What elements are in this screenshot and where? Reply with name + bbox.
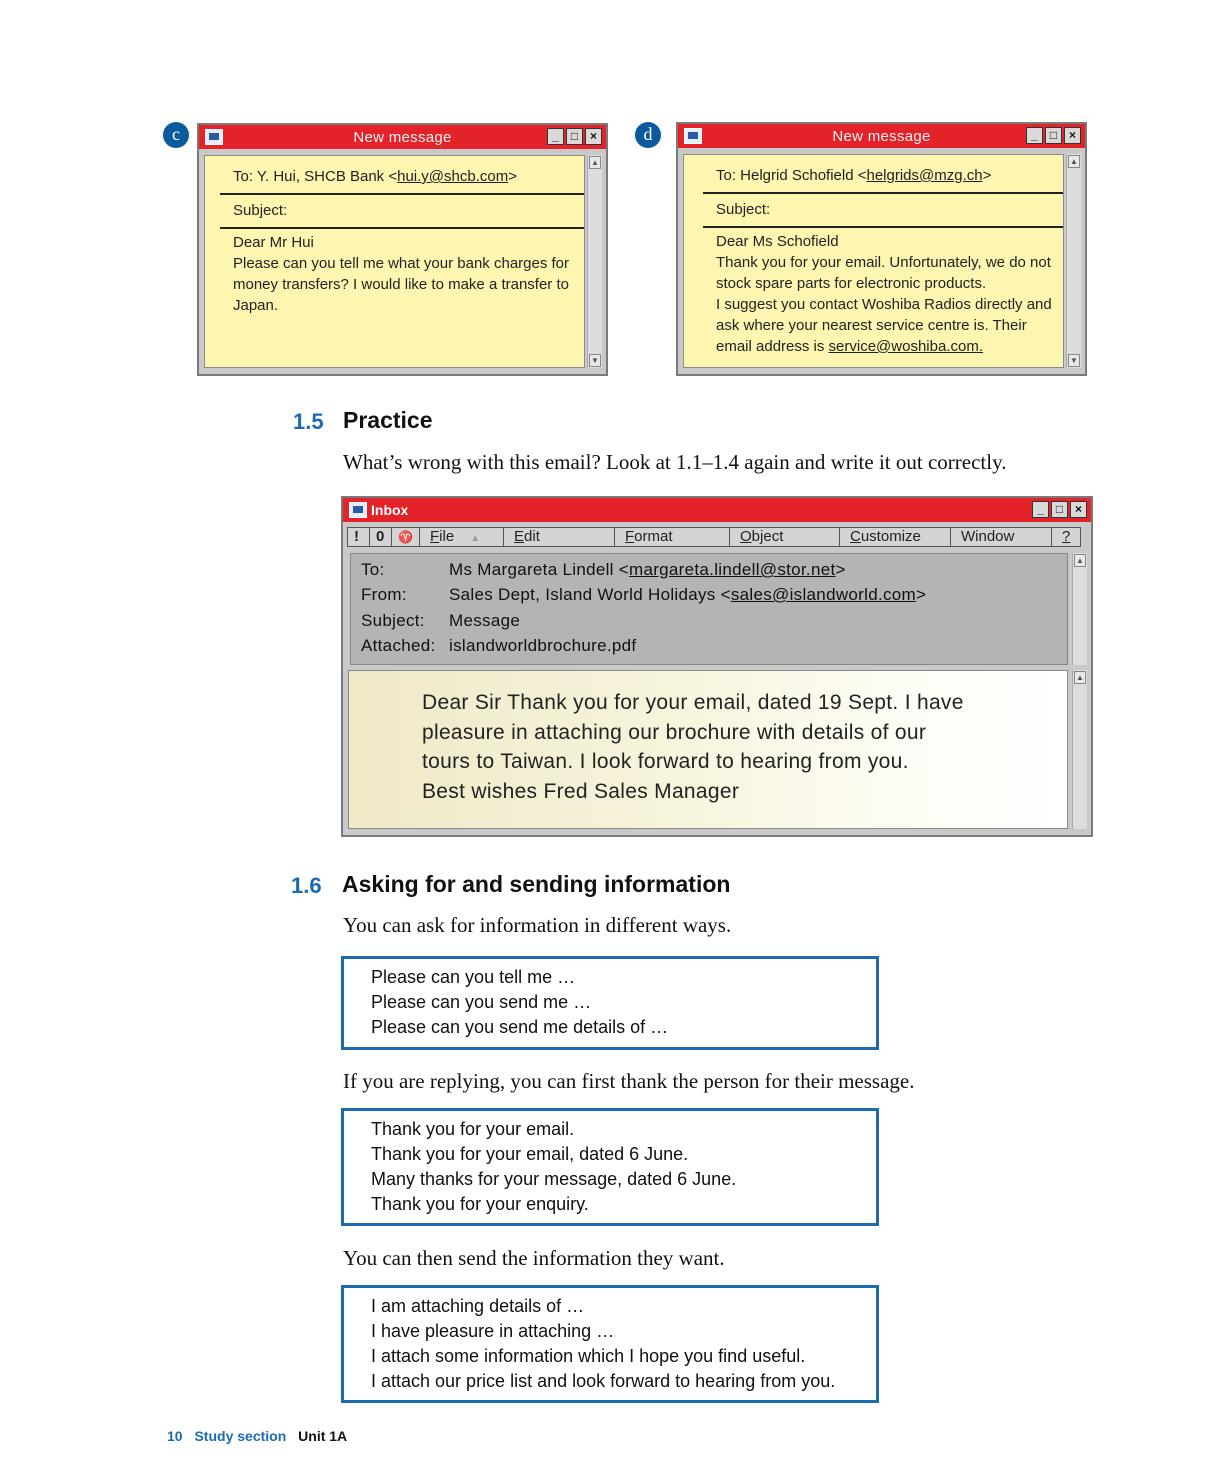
scroll-down-icon[interactable]: ▼: [589, 354, 601, 367]
close-button[interactable]: ×: [585, 128, 602, 145]
menu-object[interactable]: Object: [729, 527, 839, 547]
menu-edit[interactable]: Edit: [503, 527, 614, 547]
email-d-badge: d: [635, 122, 661, 148]
phrase-line: Please can you send me details of …: [371, 1017, 669, 1037]
inbox-subject-row: Subject: Message: [361, 611, 521, 630]
email-d-body: [716, 231, 1052, 357]
phrase-line: Please can you send me …: [371, 992, 592, 1012]
inbox-window: [341, 496, 1093, 837]
phrase-line: Please can you tell me …: [371, 967, 576, 987]
scroll-up-icon[interactable]: ▲: [1074, 554, 1086, 567]
inbox-body-line: pleasure in attaching our brochure with details of our: [422, 720, 927, 744]
minimize-button[interactable]: _: [547, 128, 564, 145]
inbox-to-row: To: Ms Margareta Lindell <margareta.lindell@stor.net>: [361, 560, 846, 579]
section-1-6-number: 1.6: [291, 873, 322, 898]
menu-help[interactable]: ?: [1051, 527, 1081, 547]
minimize-button[interactable]: _: [1032, 501, 1049, 518]
email-c-rule-1: [220, 193, 584, 195]
menu-format[interactable]: Format: [614, 527, 729, 547]
close-button[interactable]: ×: [1070, 501, 1087, 518]
section-1-6-title: Asking for and sending information: [342, 871, 731, 897]
scroll-up-icon[interactable]: ▲: [1074, 671, 1086, 684]
menu-customize[interactable]: Customize: [839, 527, 950, 547]
email-d-window: [676, 122, 1087, 376]
inbox-body-line: tours to Taiwan. I look forward to hearing from you.: [422, 750, 909, 773]
email-c-to-email-link[interactable]: hui.y@shcb.com: [397, 168, 509, 185]
section-1-5-title: Practice: [343, 407, 433, 433]
email-d-paper: [683, 154, 1064, 368]
scroll-up-icon[interactable]: ▲: [1068, 155, 1080, 168]
inbox-body-line: Dear Sir Thank you for your email, dated 19 Sept. I have: [422, 691, 964, 714]
phrase-line: Thank you for your email, dated 6 June.: [371, 1144, 689, 1164]
sort-arrow-icon: ▲: [470, 533, 481, 544]
menu-window[interactable]: Window: [950, 527, 1051, 547]
section-1-6-intro-2: If you are replying, you can first thank the person for their message.: [343, 1069, 915, 1093]
scroll-down-icon[interactable]: ▼: [1068, 354, 1080, 367]
phrase-line: I am attaching details of …: [371, 1296, 585, 1316]
email-c-to-line: To: Y. Hui, SHCB Bank <hui.y@shcb.com>: [233, 168, 517, 185]
menu-file[interactable]: File ▲: [419, 527, 503, 547]
email-d-body-line: Thank you for your email. Unfortunately, we do not: [716, 254, 1051, 271]
email-c-badge: c: [163, 122, 189, 148]
phrase-box-thanking: [341, 1108, 879, 1226]
email-d-greeting: Dear Ms Schofield: [716, 233, 839, 250]
phrase-line: Thank you for your enquiry.: [371, 1194, 589, 1214]
phrase-line: Many thanks for your message, dated 6 June.: [371, 1169, 737, 1189]
phrase-line: I have pleasure in attaching …: [371, 1321, 615, 1341]
email-d-rule-2: [703, 226, 1063, 228]
email-d-scrollbar[interactable]: [1066, 154, 1081, 368]
inbox-from-row: From: Sales Dept, Island World Holidays <sales@islandworld.com>: [361, 585, 927, 604]
mail-app-icon: [349, 502, 367, 518]
section-1-5-instruction: What’s wrong with this email? Look at 1.1–1.4 again and write it out correctly.: [343, 450, 1007, 474]
inbox-body-scrollbar[interactable]: [1072, 670, 1087, 829]
scroll-up-icon[interactable]: ▲: [589, 156, 601, 169]
priority-icon[interactable]: !: [347, 527, 369, 547]
phrase-box-asking: [341, 956, 879, 1050]
email-c-rule-2: [220, 227, 584, 229]
email-d-body-line: stock spare parts for electronic products.: [716, 275, 987, 292]
maximize-button[interactable]: □: [1051, 501, 1068, 518]
inbox-body-line: Best wishes Fred Sales Manager: [422, 779, 740, 803]
footer-section: Study section: [194, 1428, 287, 1444]
section-1-5-number: 1.5: [293, 409, 324, 434]
email-c-scrollbar[interactable]: [587, 155, 602, 368]
email-c-titlebar: [199, 125, 606, 149]
inbox-to-email-link[interactable]: margareta.lindell@stor.net: [629, 560, 836, 579]
email-c-body-line: Please can you tell me what your bank charges for: [233, 255, 570, 272]
section-1-6-intro: You can ask for information in different ways.: [343, 913, 732, 937]
email-c-window-title: New message: [353, 129, 452, 146]
attachment-filename[interactable]: islandworldbrochure.pdf: [449, 636, 637, 655]
email-d-to-line: To: Helgrid Schofield <helgrids@mzg.ch>: [716, 167, 992, 184]
page-footer: [167, 1428, 347, 1444]
close-button[interactable]: ×: [1064, 127, 1081, 144]
phrase-line: I attach our price list and look forward to hearing from you.: [371, 1371, 836, 1391]
email-c-subject-label: Subject:: [233, 202, 288, 219]
inbox-body-pane: [348, 670, 1068, 829]
email-d-titlebar: [678, 124, 1085, 148]
email-c-paper: [204, 155, 585, 368]
flag-icon[interactable]: ♈: [391, 527, 419, 547]
inbox-title: Inbox: [371, 502, 409, 518]
email-d-rule-1: [703, 192, 1063, 194]
footer-unit: Unit 1A: [298, 1428, 348, 1444]
email-c-body-line: money transfers? I would like to make a transfer to: [233, 276, 569, 293]
email-d-service-email-link[interactable]: service@woshiba.com.: [828, 338, 983, 355]
inbox-from-email-link[interactable]: sales@islandworld.com: [730, 585, 916, 604]
phrase-line: Thank you for your email.: [371, 1119, 575, 1139]
maximize-button[interactable]: □: [1045, 127, 1062, 144]
inbox-header-scrollbar[interactable]: [1072, 553, 1087, 665]
email-c-body: [233, 232, 569, 316]
minimize-button[interactable]: _: [1026, 127, 1043, 144]
email-d-body-line: ask where your nearest service centre is. Their: [716, 317, 1027, 334]
maximize-button[interactable]: □: [566, 128, 583, 145]
email-d-subject-label: Subject:: [716, 201, 771, 218]
inbox-titlebar: [343, 498, 1091, 522]
inbox-header-pane: [350, 553, 1068, 665]
email-c-greeting: Dear Mr Hui: [233, 234, 314, 251]
section-1-6-intro-3: You can then send the information they want.: [343, 1246, 725, 1270]
phrase-line: I attach some information which I hope you find useful.: [371, 1346, 806, 1366]
phrase-box-sending: [341, 1285, 879, 1403]
email-d-body-line: I suggest you contact Woshiba Radios directly and: [716, 296, 1052, 313]
email-c-body-line: Japan.: [233, 297, 279, 314]
page-number: 10: [167, 1428, 183, 1444]
inbox-body-text: [422, 688, 964, 806]
email-d-window-title: New message: [832, 128, 931, 145]
email-d-last-line: email address is service@woshiba.com.: [716, 338, 983, 355]
inbox-menubar: [347, 527, 1087, 549]
inbox-attached-row: Attached: islandworldbrochure.pdf: [361, 636, 637, 655]
email-d-to-email-link[interactable]: helgrids@mzg.ch: [866, 167, 983, 184]
attachment-icon[interactable]: 0: [369, 527, 391, 547]
email-c-window: [197, 123, 608, 376]
